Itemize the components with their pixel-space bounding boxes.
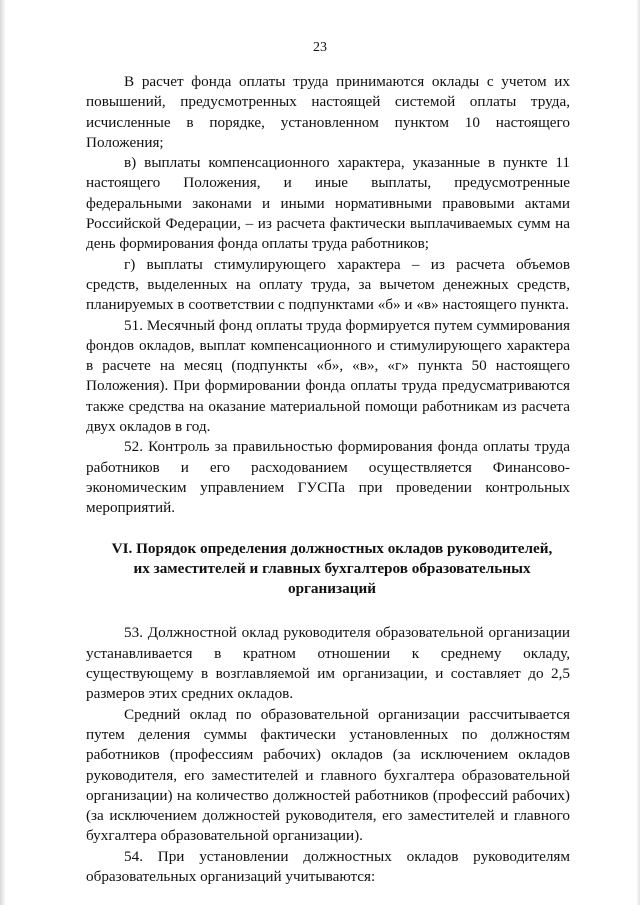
paragraph-51: 51. Месячный фонд оплаты труда формируется путем суммирования фондов окладов, выплат компенсационного и стимулирующего характера в расчете на месяц (подпункты «б», «в», «г» пункта 50 настоящего Положения). При формировании фонда оплаты труда предусматриваются также средства на оказание материальной помощи работникам из расчета двух окладов в год.	[86, 316, 570, 436]
paragraph-item-v: в) выплаты компенсационного характера, указанные в пункте 11 настоящего Положения, и иные выплаты, предусмотренные федеральными законами и иными нормативными правовыми актами Российской Федерации, – из расчета фактически выплачиваемых сумм на день формирования фонда оплаты труда работников;	[86, 154, 570, 253]
section-heading-line-1: VI. Порядок определения должностных окладов руководителей,	[111, 539, 553, 557]
paragraph-53: 53. Должностной оклад руководителя образовательной организации устанавливается в кратном отношении к среднему окладу, существующему в возглавляемой им организации, и составляет до 2,5 размеров этих средних окладов.	[86, 624, 570, 703]
paragraph-item-g: г) выплаты стимулирующего характера – из расчета объемов средств, выделенных на оплату труда, за вычетом денежных средств, планируемых в соответствии с подпунктами «б» и «в» настоящего пункта.	[86, 255, 570, 314]
section-heading-line-2: их заместителей и главных бухгалтеров образовательных организаций	[133, 559, 531, 598]
section-heading	[86, 539, 570, 600]
paragraph-average-salary: Средний оклад по образовательной организации рассчитывается путем деления суммы фактически установленных по должностям работников (профессиям рабочих) окладов (за исключением окладов руководителя, его заместителей и главного бухгалтера образовательной организации) на количество должностей работников (профессий рабочих) (за исключением должностей руководителя, его заместителей и главного бухгалтера образовательной организации).	[86, 705, 570, 845]
paragraph-fund-salaries: В расчет фонда оплаты труда принимаются оклады с учетом их повышений, предусмотренных настоящей системой оплаты труда, исчисленные в порядке, установленном пунктом 10 настоящего Положения;	[86, 73, 570, 151]
scan-edge-shadow-left	[0, 0, 6, 905]
spacer	[86, 519, 570, 539]
scan-edge-shadow-right	[636, 0, 640, 905]
document-body	[86, 72, 570, 887]
spacer	[86, 599, 570, 623]
page-number: 23	[313, 40, 327, 55]
paragraph-52: 52. Контроль за правильностью формирования фонда оплаты труда работников и его расходованием осуществляется Финансово-экономическим управлением ГУСПа при проведении контрольных мероприятий.	[86, 438, 570, 517]
paragraph-54: 54. При установлении должностных окладов руководителям образовательных организаций учитываются:	[86, 847, 570, 885]
